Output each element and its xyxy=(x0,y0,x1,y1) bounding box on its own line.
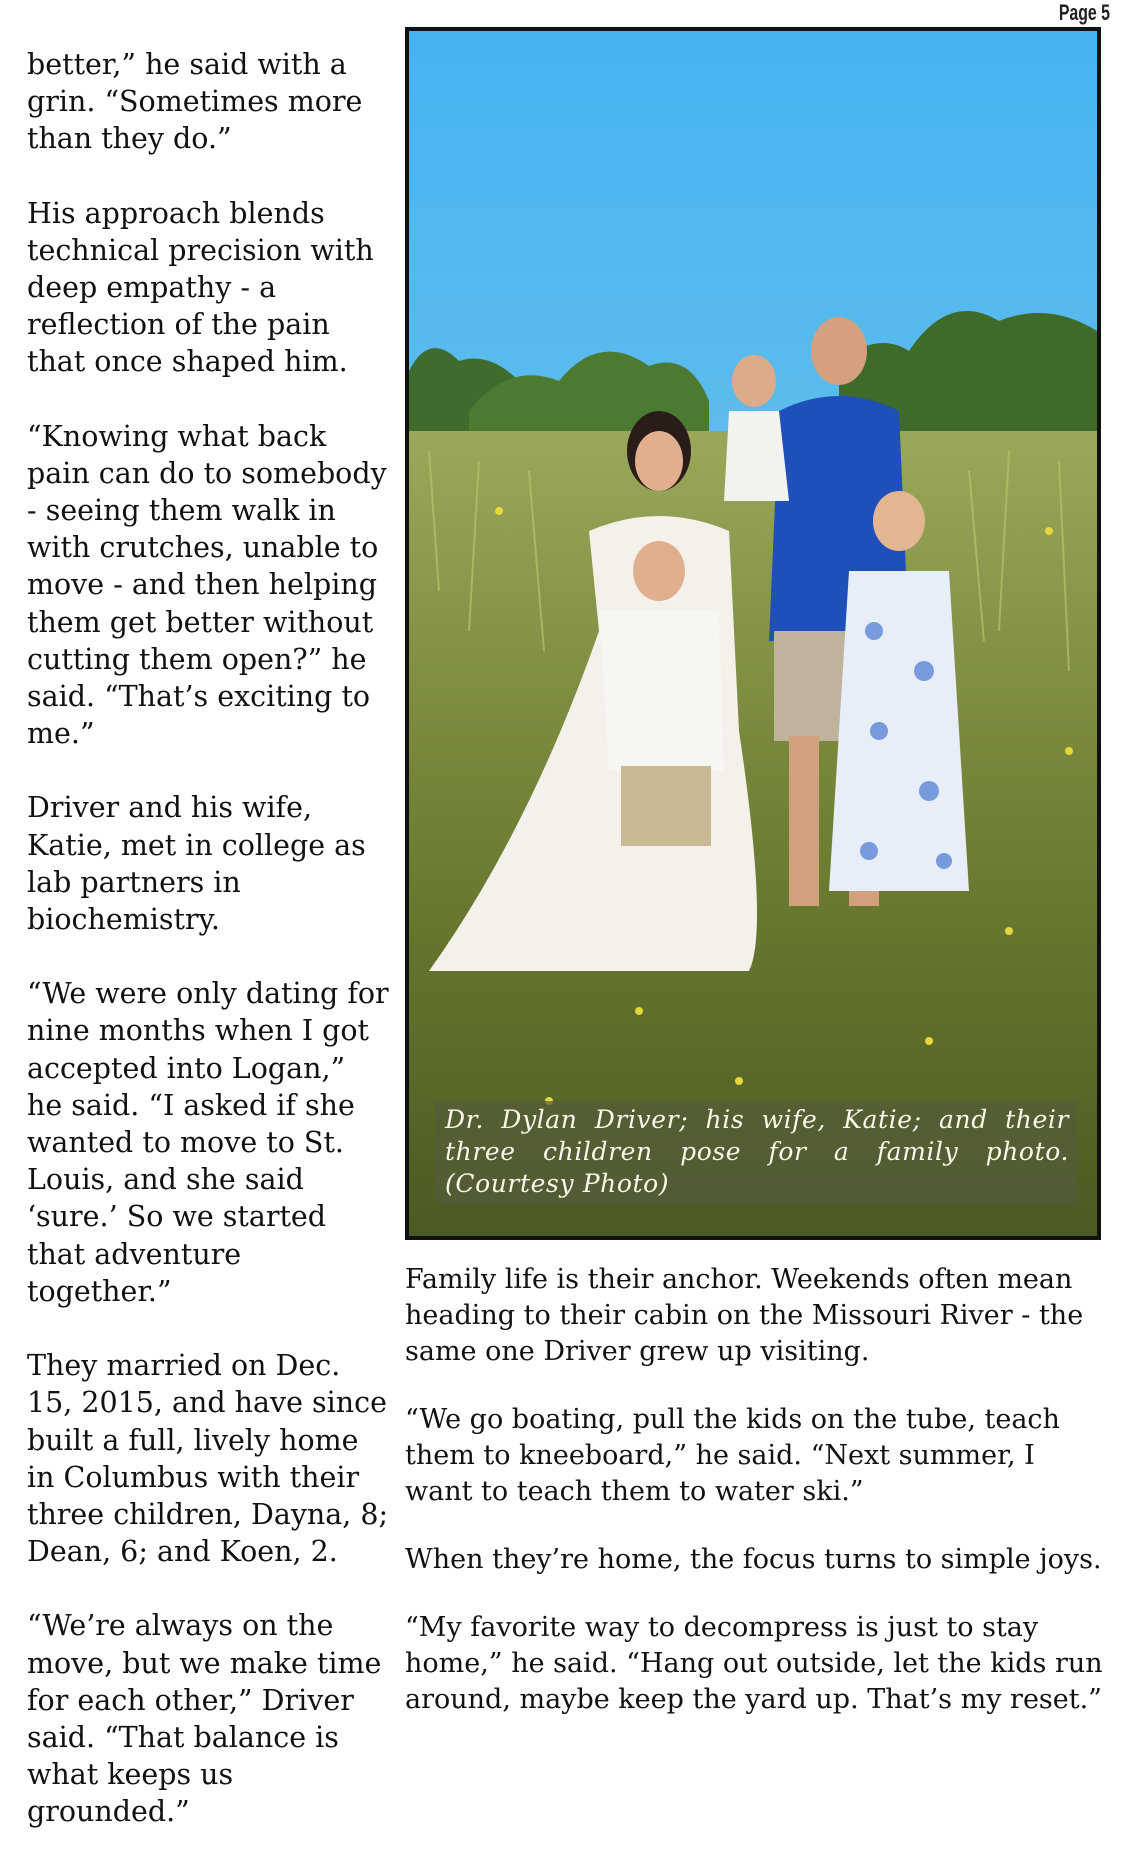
paragraph: Family life is their anchor. Weekends often mean heading to their cabin on the Missouri River - the same one Driver grew up visiting. xyxy=(405,1264,1084,1367)
paragraph: “We’re always on the move, but we make time for each other,” Driver said. “That balance is what keeps us grounded.” xyxy=(27,1609,382,1829)
photo-caption: Dr. Dylan Driver; his wife, Katie; and their three children pose for a family photo. (Courtesy Photo) xyxy=(435,1101,1077,1204)
family-photo xyxy=(405,27,1101,1240)
right-column-text xyxy=(405,1262,1105,1750)
paragraph: Driver and his wife, Katie, met in college as lab partners in biochemistry. xyxy=(27,791,366,937)
page-number: Page 5 xyxy=(1058,0,1110,25)
paragraph: They married on Dec. 15, 2015, and have since built a full, lively home in Columbus with their three children, Dayna, 8; Dean, 6; and Koen, 2. xyxy=(27,1349,389,1569)
paragraph: “My favorite way to decompress is just to stay home,” he said. “Hang out outside, let the kids run around, maybe keep the yard up. That’s my reset.” xyxy=(405,1612,1103,1715)
paragraph: When they’re home, the focus turns to simple joys. xyxy=(405,1544,1102,1575)
paragraph: “Knowing what back pain can do to somebody - seeing them walk in with crutches, unable to move - and then helping them get better without cutting them open?” he said. “That’s exciting to me.” xyxy=(27,419,387,751)
paragraph: “We go boating, pull the kids on the tube, teach them to kneeboard,” he said. “Next summer, I want to teach them to water ski.” xyxy=(405,1404,1060,1507)
paragraph: His approach blends technical precision with deep empathy - a reflection of the pain that once shaped him. xyxy=(27,196,374,379)
paragraph: better,” he said with a grin. “Sometimes more than they do.” xyxy=(27,48,363,156)
paragraph: “We were only dating for nine months when I got accepted into Logan,” he said. “I asked if she wanted to move to St. Louis, and she said ‘sure.’ So we started that adventure together.” xyxy=(27,977,389,1308)
left-column-text xyxy=(27,46,389,1868)
family-photo-illustration xyxy=(409,31,1097,1236)
